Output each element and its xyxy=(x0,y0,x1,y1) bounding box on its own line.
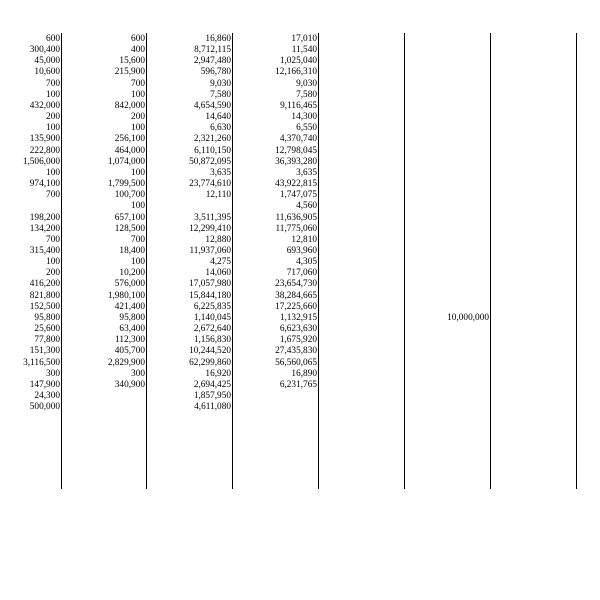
data-column-1 xyxy=(10,34,60,413)
table-cell: 77,800 xyxy=(34,335,60,346)
table-cell xyxy=(425,358,489,369)
table-cell: 15,844,180 xyxy=(189,290,231,301)
column-divider xyxy=(490,33,491,489)
table-cell: 198,200 xyxy=(29,212,60,223)
table-cell: 2,947,480 xyxy=(193,56,231,67)
table-cell xyxy=(425,302,489,313)
table-cell: 12,166,310 xyxy=(275,67,317,78)
table-cell: 3,635 xyxy=(296,167,317,178)
table-cell: 700 xyxy=(46,190,60,201)
table-cell: 200 xyxy=(46,268,60,279)
table-cell: 215,900 xyxy=(114,67,145,78)
table-cell: 12,880 xyxy=(205,234,231,245)
table-cell xyxy=(425,168,489,179)
table-cell: 7,580 xyxy=(210,89,231,100)
table-cell: 10,244,520 xyxy=(189,346,231,357)
column-divider xyxy=(146,33,147,489)
table-cell: 112,300 xyxy=(115,335,145,346)
table-cell: 9,030 xyxy=(210,78,231,89)
data-column-3 xyxy=(170,34,231,413)
table-cell: 10,200 xyxy=(119,268,145,279)
table-cell: 17,225,660 xyxy=(275,301,317,312)
table-cell: 6,623,630 xyxy=(279,324,317,335)
table-cell: 3,635 xyxy=(210,167,231,178)
table-cell: 147,900 xyxy=(29,379,60,390)
table-cell xyxy=(10,201,60,212)
table-cell xyxy=(425,67,489,78)
table-cell: 15,600 xyxy=(119,56,145,67)
table-cell: 6,225,835 xyxy=(193,301,231,312)
table-cell: 693,960 xyxy=(286,245,317,256)
table-cell: 600 xyxy=(46,34,60,44)
table-cell: 974,100 xyxy=(29,179,60,190)
table-cell: 14,640 xyxy=(205,112,231,123)
table-cell: 14,060 xyxy=(205,268,231,279)
table-cell: 43,922,815 xyxy=(275,179,317,190)
table-cell: 10,000,000 xyxy=(447,312,489,323)
table-cell: 315,400 xyxy=(29,245,60,256)
table-cell: 56,560,065 xyxy=(275,357,317,368)
table-cell: 200 xyxy=(46,112,60,123)
table-cell: 576,000 xyxy=(114,279,145,290)
table-cell: 340,900 xyxy=(114,379,145,390)
table-cell: 200 xyxy=(131,112,145,123)
table-cell xyxy=(425,34,489,45)
table-cell xyxy=(425,190,489,201)
table-cell: 3,511,395 xyxy=(194,212,231,223)
table-cell: 2,321,260 xyxy=(193,134,231,145)
table-cell: 500,000 xyxy=(29,402,60,413)
table-cell xyxy=(425,134,489,145)
table-cell: 222,800 xyxy=(29,145,60,156)
table-cell: 17,010 xyxy=(291,34,317,44)
table-cell xyxy=(85,402,145,413)
table-cell: 7,580 xyxy=(296,89,317,100)
table-cell xyxy=(425,201,489,212)
table-cell xyxy=(425,101,489,112)
table-cell: 4,560 xyxy=(296,201,317,212)
table-cell xyxy=(425,324,489,335)
table-cell: 1,074,000 xyxy=(107,156,145,167)
table-cell: 1,980,100 xyxy=(107,290,145,301)
table-cell: 1,156,830 xyxy=(193,335,231,346)
table-cell: 45,000 xyxy=(34,56,60,67)
table-cell: 6,630 xyxy=(210,123,231,134)
table-cell: 100 xyxy=(131,257,145,268)
table-cell xyxy=(425,346,489,357)
table-cell: 62,299,860 xyxy=(189,357,231,368)
table-cell: 4,611,080 xyxy=(194,402,231,413)
table-cell: 100 xyxy=(46,167,60,178)
table-cell: 16,920 xyxy=(205,368,231,379)
table-cell: 6,110,150 xyxy=(194,145,231,156)
table-cell: 14,300 xyxy=(291,112,317,123)
table-cell: 4,654,590 xyxy=(193,100,231,111)
table-cell: 300 xyxy=(131,368,145,379)
table-cell xyxy=(425,268,489,279)
table-cell: 6,550 xyxy=(296,123,317,134)
table-cell xyxy=(425,279,489,290)
column-divider xyxy=(576,33,577,489)
table-cell: 9,030 xyxy=(296,78,317,89)
table-cell: 421,400 xyxy=(114,301,145,312)
table-cell: 256,100 xyxy=(114,134,145,145)
table-cell: 2,672,640 xyxy=(193,324,231,335)
table-cell: 1,506,000 xyxy=(22,156,60,167)
table-cell xyxy=(425,335,489,346)
column-divider xyxy=(61,33,62,489)
column-divider xyxy=(232,33,233,489)
table-cell xyxy=(425,246,489,257)
table-cell: 3,116,500 xyxy=(23,357,60,368)
table-cell: 11,636,905 xyxy=(275,212,317,223)
table-cell xyxy=(425,146,489,157)
table-cell xyxy=(425,157,489,168)
table-cell: 100 xyxy=(131,201,145,212)
table-cell: 717,060 xyxy=(286,268,317,279)
table-cell xyxy=(425,391,489,402)
table-cell: 416,200 xyxy=(29,279,60,290)
table-cell: 12,110 xyxy=(205,190,231,201)
table-cell: 9,116,465 xyxy=(280,100,317,111)
table-cell xyxy=(170,201,231,212)
table-cell: 700 xyxy=(131,78,145,89)
table-cell: 432,000 xyxy=(29,100,60,111)
table-cell xyxy=(425,79,489,90)
table-cell: 135,900 xyxy=(29,134,60,145)
table-cell xyxy=(425,213,489,224)
table-cell: 2,694,425 xyxy=(193,379,231,390)
table-cell: 1,675,920 xyxy=(279,335,317,346)
table-cell: 600 xyxy=(131,34,145,44)
table-cell: 300,400 xyxy=(29,45,60,56)
column-divider xyxy=(318,33,319,489)
table-cell: 23,654,730 xyxy=(275,279,317,290)
table-cell: 128,500 xyxy=(114,223,145,234)
table-cell: 23,774,610 xyxy=(189,179,231,190)
table-cell: 700 xyxy=(46,234,60,245)
table-cell: 11,540 xyxy=(291,45,317,56)
table-cell: 842,000 xyxy=(114,100,145,111)
table-cell: 100 xyxy=(131,89,145,100)
table-cell xyxy=(425,224,489,235)
table-cell: 134,200 xyxy=(29,223,60,234)
table-cell: 700 xyxy=(131,234,145,245)
table-cell: 12,810 xyxy=(291,234,317,245)
table-cell: 2,829,900 xyxy=(107,357,145,368)
table-cell: 16,860 xyxy=(205,34,231,44)
table-cell: 24,300 xyxy=(34,391,60,401)
table-cell: 1,025,040 xyxy=(279,56,317,67)
table-cell: 1,747,075 xyxy=(279,190,317,201)
table-cell xyxy=(425,380,489,391)
table-cell: 100 xyxy=(46,123,60,134)
table-cell: 405,700 xyxy=(114,346,145,357)
table-cell: 100,700 xyxy=(114,190,145,201)
table-cell: 1,140,045 xyxy=(193,312,231,323)
table-cell xyxy=(425,257,489,268)
table-cell: 12,798,045 xyxy=(275,145,317,156)
table-cell: 464,000 xyxy=(114,145,145,156)
table-cell: 12,299,410 xyxy=(189,223,231,234)
table-cell: 10,600 xyxy=(34,67,60,78)
table-cell xyxy=(425,291,489,302)
table-cell: 27,435,830 xyxy=(275,346,317,357)
table-cell: 63,400 xyxy=(119,324,145,335)
table-cell: 38,284,665 xyxy=(275,290,317,301)
data-column-2 xyxy=(85,34,145,413)
table-cell: 25,600 xyxy=(34,324,60,335)
table-cell: 657,100 xyxy=(114,212,145,223)
table-cell xyxy=(425,179,489,190)
table-cell: 11,937,060 xyxy=(189,245,231,256)
table-cell xyxy=(425,56,489,67)
table-cell: 1,799,500 xyxy=(107,179,145,190)
data-column-4 xyxy=(255,34,317,413)
table-cell: 4,305 xyxy=(296,257,317,268)
table-cell: 95,800 xyxy=(34,312,60,323)
table-cell xyxy=(255,402,317,413)
table-cell: 151,300 xyxy=(29,346,60,357)
table-cell: 100 xyxy=(46,89,60,100)
table-cell: 6,231,765 xyxy=(279,379,317,390)
table-cell: 4,370,740 xyxy=(279,134,317,145)
table-cell: 16,890 xyxy=(291,368,317,379)
table-cell: 11,775,060 xyxy=(275,223,317,234)
table-cell: 4,275 xyxy=(210,257,231,268)
table-cell xyxy=(425,369,489,380)
table-cell xyxy=(425,235,489,246)
table-cell: 1,857,950 xyxy=(193,391,231,401)
table-cell: 100 xyxy=(131,167,145,178)
table-cell: 821,800 xyxy=(29,290,60,301)
table-cell xyxy=(425,402,489,413)
table-cell: 400 xyxy=(131,45,145,56)
table-cell xyxy=(425,45,489,56)
data-column-7 xyxy=(425,34,489,413)
table-cell: 596,780 xyxy=(200,67,231,78)
table-cell: 100 xyxy=(131,123,145,134)
table-cell: 17,057,980 xyxy=(189,279,231,290)
table-cell: 100 xyxy=(46,257,60,268)
table-cell: 8,712,115 xyxy=(194,45,231,56)
table-cell: 36,393,280 xyxy=(275,156,317,167)
table-cell xyxy=(425,90,489,101)
table-cell: 300 xyxy=(46,368,60,379)
table-cell: 95,800 xyxy=(119,312,145,323)
table-cell xyxy=(425,112,489,123)
table-cell: 50,872,095 xyxy=(189,156,231,167)
table-cell: 152,500 xyxy=(29,301,60,312)
table-cell xyxy=(85,391,145,402)
column-divider xyxy=(404,33,405,489)
table-cell: 1,132,915 xyxy=(279,312,317,323)
table-cell xyxy=(425,123,489,134)
table-cell: 18,400 xyxy=(119,245,145,256)
table-cell: 700 xyxy=(46,78,60,89)
table-cell xyxy=(255,391,317,402)
